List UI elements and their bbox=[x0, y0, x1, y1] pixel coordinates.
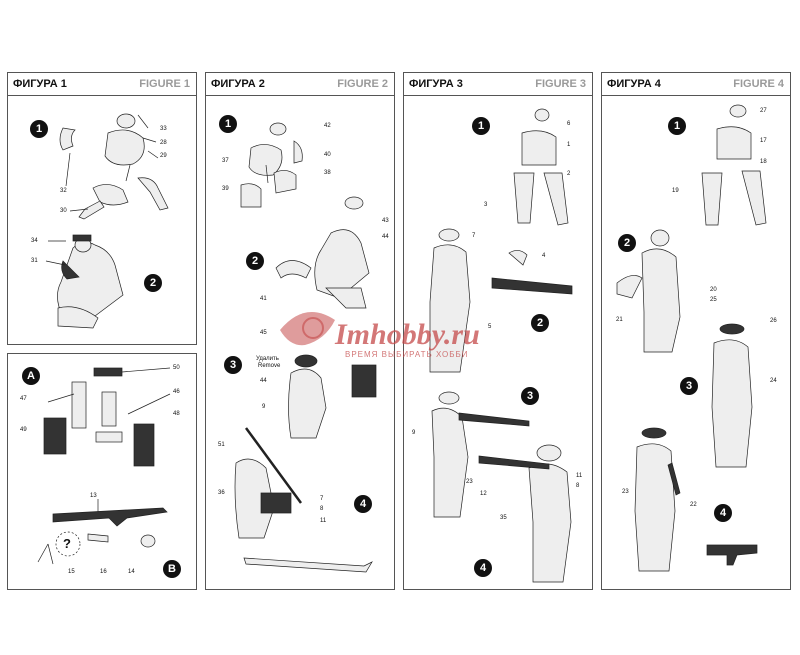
part-number: 41 bbox=[260, 296, 267, 302]
figure-1-step-1: 1 bbox=[30, 120, 48, 138]
part-number: 44 bbox=[382, 234, 389, 240]
part-number: 38 bbox=[324, 170, 331, 176]
part-number: 47 bbox=[20, 396, 27, 402]
part-number: 2 bbox=[567, 171, 571, 177]
question-mark: ? bbox=[63, 536, 71, 551]
part-number: 37 bbox=[222, 158, 229, 164]
part-number: 31 bbox=[31, 258, 38, 264]
part-number: 45 bbox=[260, 330, 267, 336]
part-number: 5 bbox=[488, 324, 492, 330]
part-number: 21 bbox=[616, 317, 623, 323]
remove-label-en: Remove bbox=[258, 363, 281, 369]
figure-3-step-4: 4 bbox=[474, 559, 492, 577]
part-number: 12 bbox=[480, 491, 487, 497]
figure-3-step-2: 2 bbox=[531, 314, 549, 332]
part-number: 28 bbox=[160, 140, 167, 146]
figure-4-step-3: 3 bbox=[680, 377, 698, 395]
figure-1-assembly-drawing bbox=[8, 73, 198, 346]
figure-1-step-2: 2 bbox=[144, 274, 162, 292]
part-number: 44 bbox=[260, 378, 267, 384]
watermark-brand: Imhobby.ru bbox=[335, 318, 480, 351]
part-number: 19 bbox=[672, 188, 679, 194]
part-number: 11 bbox=[320, 518, 327, 524]
accessories-panel bbox=[7, 353, 197, 590]
figure-3-step-3: 3 bbox=[521, 387, 539, 405]
part-number: 1 bbox=[567, 142, 571, 148]
part-number: 13 bbox=[90, 493, 97, 499]
part-number: 24 bbox=[770, 378, 777, 384]
part-number: 30 bbox=[60, 208, 67, 214]
part-number: 4 bbox=[542, 253, 546, 259]
part-number: 46 bbox=[173, 389, 180, 395]
figure-2-step-3: 3 bbox=[224, 356, 242, 374]
figure-4-title-ru: ФИГУРА 4 bbox=[607, 78, 661, 90]
figure-4-panel bbox=[601, 72, 791, 590]
part-number: 8 bbox=[576, 483, 580, 489]
figure-4-step-2: 2 bbox=[618, 234, 636, 252]
figure-4-title-en: FIGURE 4 bbox=[733, 78, 784, 90]
remove-label-ru: Удалить bbox=[256, 356, 279, 362]
part-number: 33 bbox=[160, 126, 167, 132]
figure-4-assembly-drawing bbox=[602, 73, 792, 591]
figure-4-step-1: 1 bbox=[668, 117, 686, 135]
watermark-tagline: ВРЕМЯ ВЫБИРАТЬ ХОББИ bbox=[345, 350, 469, 359]
figure-2-step-4: 4 bbox=[354, 495, 372, 513]
figure-2-title-ru: ФИГУРА 2 bbox=[211, 78, 265, 90]
part-number: 6 bbox=[567, 121, 571, 127]
part-number: 20 bbox=[710, 287, 717, 293]
part-number: 17 bbox=[760, 138, 767, 144]
accessories-drawing bbox=[8, 354, 198, 591]
part-number: 42 bbox=[324, 123, 331, 129]
figure-2-title-en: FIGURE 2 bbox=[337, 78, 388, 90]
part-number: 27 bbox=[760, 108, 767, 114]
part-number: 29 bbox=[160, 153, 167, 159]
part-number: 40 bbox=[324, 152, 331, 158]
part-number: 23 bbox=[466, 479, 473, 485]
part-number: 14 bbox=[128, 569, 135, 575]
part-number: 9 bbox=[262, 404, 266, 410]
figure-3-title-en: FIGURE 3 bbox=[535, 78, 586, 90]
figure-2-step-2: 2 bbox=[246, 252, 264, 270]
part-number: 51 bbox=[218, 442, 225, 448]
part-number: 49 bbox=[20, 427, 27, 433]
part-number: 32 bbox=[60, 188, 67, 194]
part-number: 3 bbox=[484, 202, 488, 208]
part-number: 8 bbox=[320, 506, 324, 512]
part-number: 39 bbox=[222, 186, 229, 192]
figure-1-title-en: FIGURE 1 bbox=[139, 78, 190, 90]
part-number: 7 bbox=[472, 233, 476, 239]
part-number: 36 bbox=[218, 490, 225, 496]
figure-1-title-ru: ФИГУРА 1 bbox=[13, 78, 67, 90]
figure-3-title-ru: ФИГУРА 3 bbox=[409, 78, 463, 90]
part-number: 23 bbox=[622, 489, 629, 495]
part-number: 25 bbox=[710, 297, 717, 303]
figure-2-step-1: 1 bbox=[219, 115, 237, 133]
figure-3-step-1: 1 bbox=[472, 117, 490, 135]
step-B: B bbox=[163, 560, 181, 578]
part-number: 22 bbox=[690, 502, 697, 508]
part-number: 7 bbox=[320, 496, 324, 502]
part-number: 18 bbox=[760, 159, 767, 165]
part-number: 43 bbox=[382, 218, 389, 224]
figure-1-panel bbox=[7, 72, 197, 345]
part-number: 16 bbox=[100, 569, 107, 575]
part-number: 26 bbox=[770, 318, 777, 324]
part-number: 35 bbox=[500, 515, 507, 521]
step-A: A bbox=[22, 367, 40, 385]
part-number: 50 bbox=[173, 365, 180, 371]
part-number: 48 bbox=[173, 411, 180, 417]
part-number: 9 bbox=[412, 430, 416, 436]
part-number: 11 bbox=[576, 473, 583, 479]
part-number: 15 bbox=[68, 569, 75, 575]
figure-4-step-4: 4 bbox=[714, 504, 732, 522]
part-number: 34 bbox=[31, 238, 38, 244]
